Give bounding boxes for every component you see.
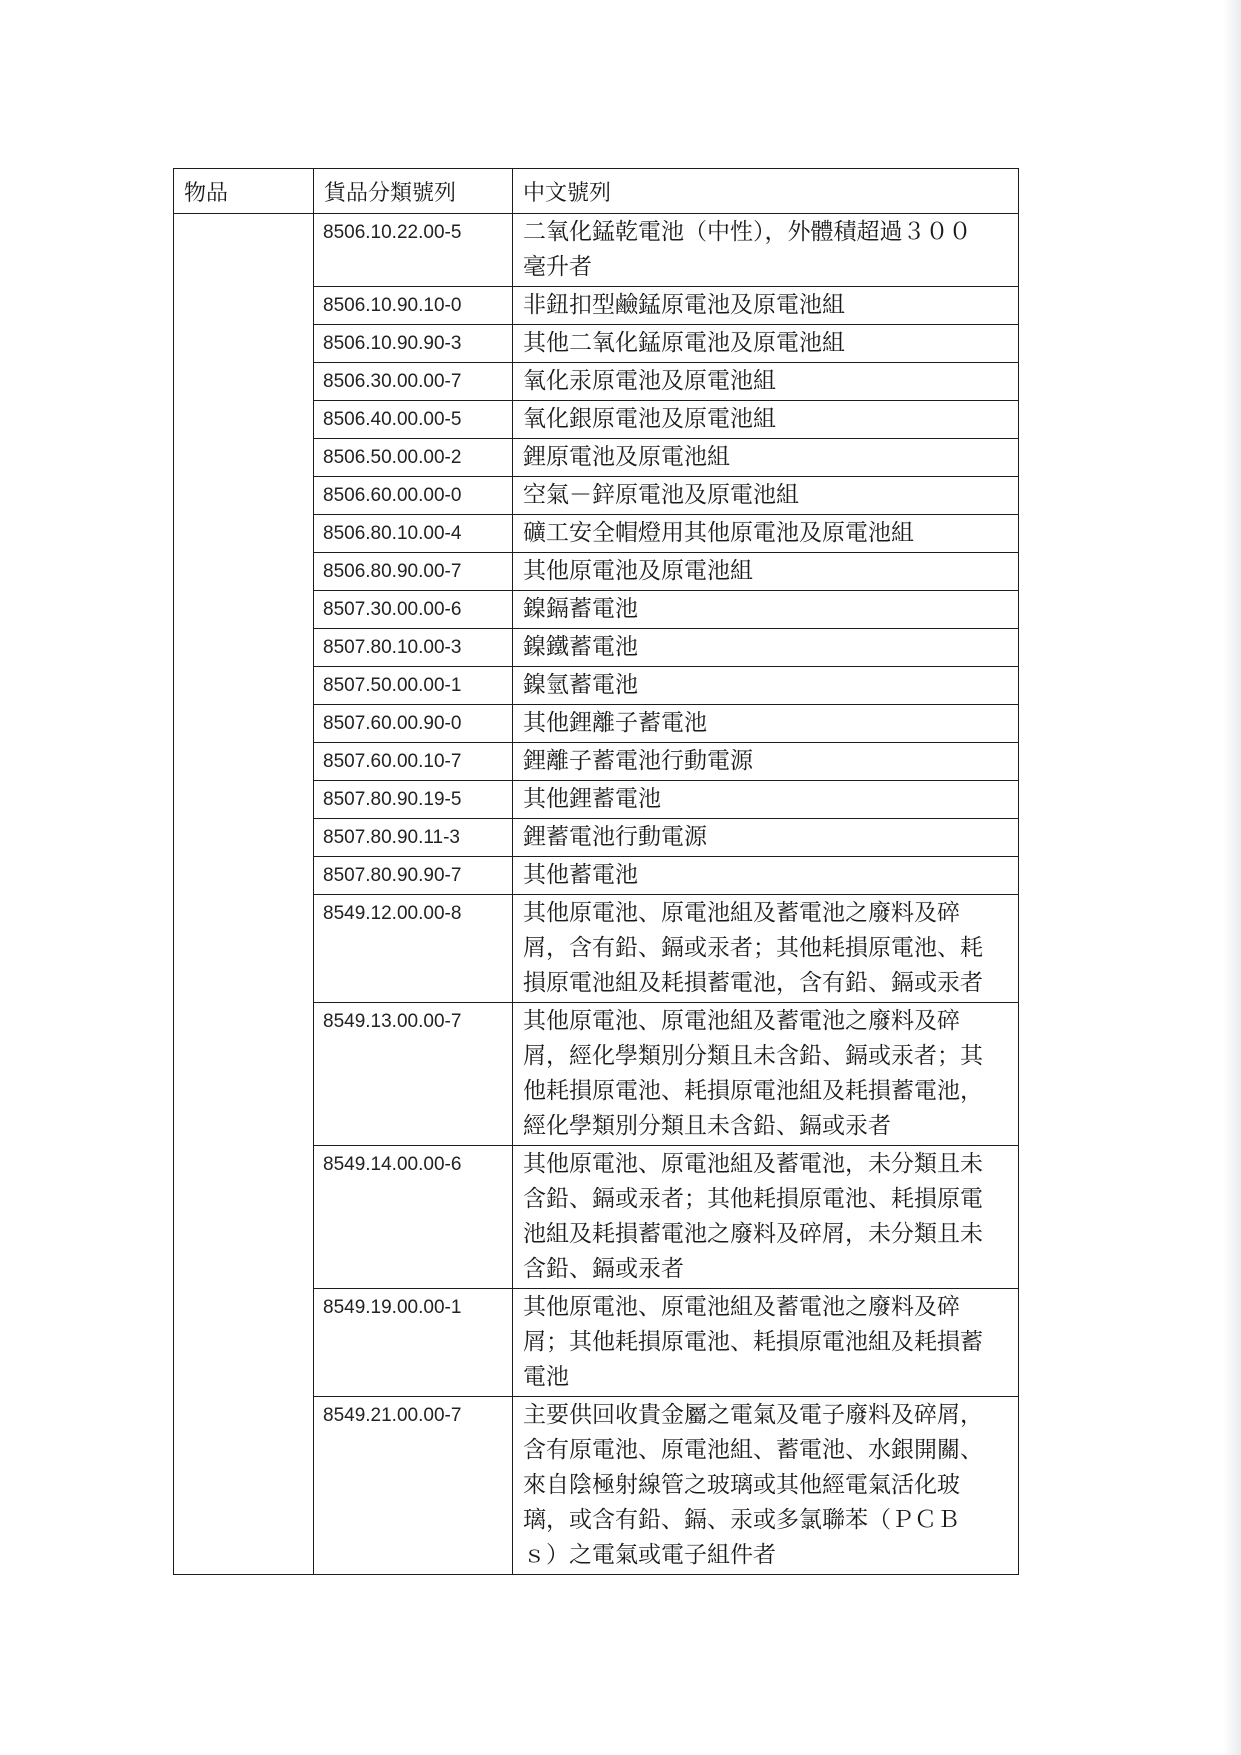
code-cell: 8549.19.00.00-1 [314, 1289, 513, 1397]
description-cell [513, 1003, 1019, 1146]
code-cell: 8507.80.90.11-3 [314, 819, 513, 857]
description-line: 鋰離子蓄電池行動電源 [523, 748, 753, 774]
description-cell [513, 363, 1019, 401]
description-line: 其他原電池、原電池組及蓄電池之廢料及碎 [523, 900, 960, 926]
description-line: 氧化銀原電池及原電池組 [523, 406, 776, 432]
code-cell: 8507.60.00.10-7 [314, 743, 513, 781]
description-line: 其他原電池、原電池組及蓄電池之廢料及碎 [523, 1008, 960, 1034]
description-line: 璃，或含有鉛、鎘、汞或多氯聯苯（ＰＣＢ [523, 1507, 960, 1533]
description-line: 毫升者 [523, 254, 592, 280]
description-line: 非鈕扣型鹼錳原電池及原電池組 [523, 292, 845, 318]
code-cell: 8549.13.00.00-7 [314, 1003, 513, 1146]
description-line: 含有原電池、原電池組、蓄電池、水銀開關、 [523, 1437, 983, 1463]
header-row [174, 169, 1019, 214]
code-cell: 8549.14.00.00-6 [314, 1146, 513, 1289]
description-cell [513, 439, 1019, 477]
description-cell [513, 781, 1019, 819]
description-line: 鎳鎘蓄電池 [523, 596, 638, 622]
code-cell: 8549.12.00.00-8 [314, 895, 513, 1003]
code-cell: 8507.80.90.90-7 [314, 857, 513, 895]
description-line: 其他蓄電池 [523, 862, 638, 888]
code-cell: 8506.80.10.00-4 [314, 515, 513, 553]
description-line: 鎳氫蓄電池 [523, 672, 638, 698]
code-cell: 8507.80.90.19-5 [314, 781, 513, 819]
description-line: 屑；其他耗損原電池、耗損原電池組及耗損蓄 [523, 1329, 983, 1355]
description-cell [513, 1289, 1019, 1397]
description-cell [513, 325, 1019, 363]
description-line: 其他二氧化錳原電池及原電池組 [523, 330, 845, 356]
description-cell [513, 401, 1019, 439]
description-line: 屑，經化學類別分類且未含鉛、鎘或汞者；其 [523, 1043, 983, 1069]
description-line: 鋰原電池及原電池組 [523, 444, 730, 470]
description-cell [513, 477, 1019, 515]
description-cell [513, 895, 1019, 1003]
code-cell: 8506.60.00.00-0 [314, 477, 513, 515]
table-row [174, 214, 1019, 287]
description-line: 主要供回收貴金屬之電氣及電子廢料及碎屑， [523, 1402, 983, 1428]
code-cell: 8507.60.00.90-0 [314, 705, 513, 743]
table-body [174, 214, 1019, 1575]
code-cell: 8549.21.00.00-7 [314, 1397, 513, 1575]
header-description: 中文號列 [513, 169, 1019, 214]
description-cell [513, 1397, 1019, 1575]
description-cell [513, 743, 1019, 781]
description-line: 經化學類別分類且未含鉛、鎘或汞者 [523, 1113, 891, 1139]
description-line: 鋰蓄電池行動電源 [523, 824, 707, 850]
description-cell [513, 515, 1019, 553]
description-line: 他耗損原電池、耗損原電池組及耗損蓄電池， [523, 1078, 983, 1104]
description-cell [513, 1146, 1019, 1289]
description-cell [513, 591, 1019, 629]
code-cell: 8506.30.00.00-7 [314, 363, 513, 401]
description-line: 損原電池組及耗損蓄電池，含有鉛、鎘或汞者 [523, 970, 983, 996]
code-cell: 8506.40.00.00-5 [314, 401, 513, 439]
description-cell [513, 819, 1019, 857]
code-cell: 8507.80.10.00-3 [314, 629, 513, 667]
scan-page-edge [1223, 0, 1241, 1755]
code-cell: 8506.10.90.10-0 [314, 287, 513, 325]
item-cell [174, 214, 314, 1575]
description-line: 其他原電池、原電池組及蓄電池，未分類且未 [523, 1151, 983, 1177]
description-cell [513, 857, 1019, 895]
code-cell: 8507.50.00.00-1 [314, 667, 513, 705]
table-header [174, 169, 1019, 214]
description-line: 其他鋰蓄電池 [523, 786, 661, 812]
description-line: 其他原電池及原電池組 [523, 558, 753, 584]
code-cell: 8506.50.00.00-2 [314, 439, 513, 477]
description-cell [513, 667, 1019, 705]
description-line: 礦工安全帽燈用其他原電池及原電池組 [523, 520, 914, 546]
description-cell [513, 287, 1019, 325]
description-line: 鎳鐵蓄電池 [523, 634, 638, 660]
description-line: 電池 [523, 1364, 569, 1390]
description-line: 氧化汞原電池及原電池組 [523, 368, 776, 394]
commodity-code-table [173, 168, 1019, 1575]
description-cell [513, 705, 1019, 743]
header-item: 物品 [174, 169, 314, 214]
description-line: 空氣－鋅原電池及原電池組 [523, 482, 799, 508]
description-line: 來自陰極射線管之玻璃或其他經電氣活化玻 [523, 1472, 960, 1498]
description-line: 其他原電池、原電池組及蓄電池之廢料及碎 [523, 1294, 960, 1320]
description-line: 含鉛、鎘或汞者；其他耗損原電池、耗損原電 [523, 1186, 983, 1212]
description-line: 二氧化錳乾電池（中性），外體積超過３００ [523, 219, 972, 245]
description-line: 其他鋰離子蓄電池 [523, 710, 707, 736]
description-line: 池組及耗損蓄電池之廢料及碎屑，未分類且未 [523, 1221, 983, 1247]
code-cell: 8506.10.90.90-3 [314, 325, 513, 363]
code-cell: 8506.10.22.00-5 [314, 214, 513, 287]
description-cell [513, 553, 1019, 591]
description-line: 含鉛、鎘或汞者 [523, 1256, 684, 1282]
code-cell: 8507.30.00.00-6 [314, 591, 513, 629]
description-cell [513, 629, 1019, 667]
code-cell: 8506.80.90.00-7 [314, 553, 513, 591]
description-line: 屑，含有鉛、鎘或汞者；其他耗損原電池、耗 [523, 935, 983, 961]
description-line: ｓ）之電氣或電子組件者 [523, 1542, 776, 1568]
description-cell [513, 214, 1019, 287]
header-code: 貨品分類號列 [314, 169, 513, 214]
